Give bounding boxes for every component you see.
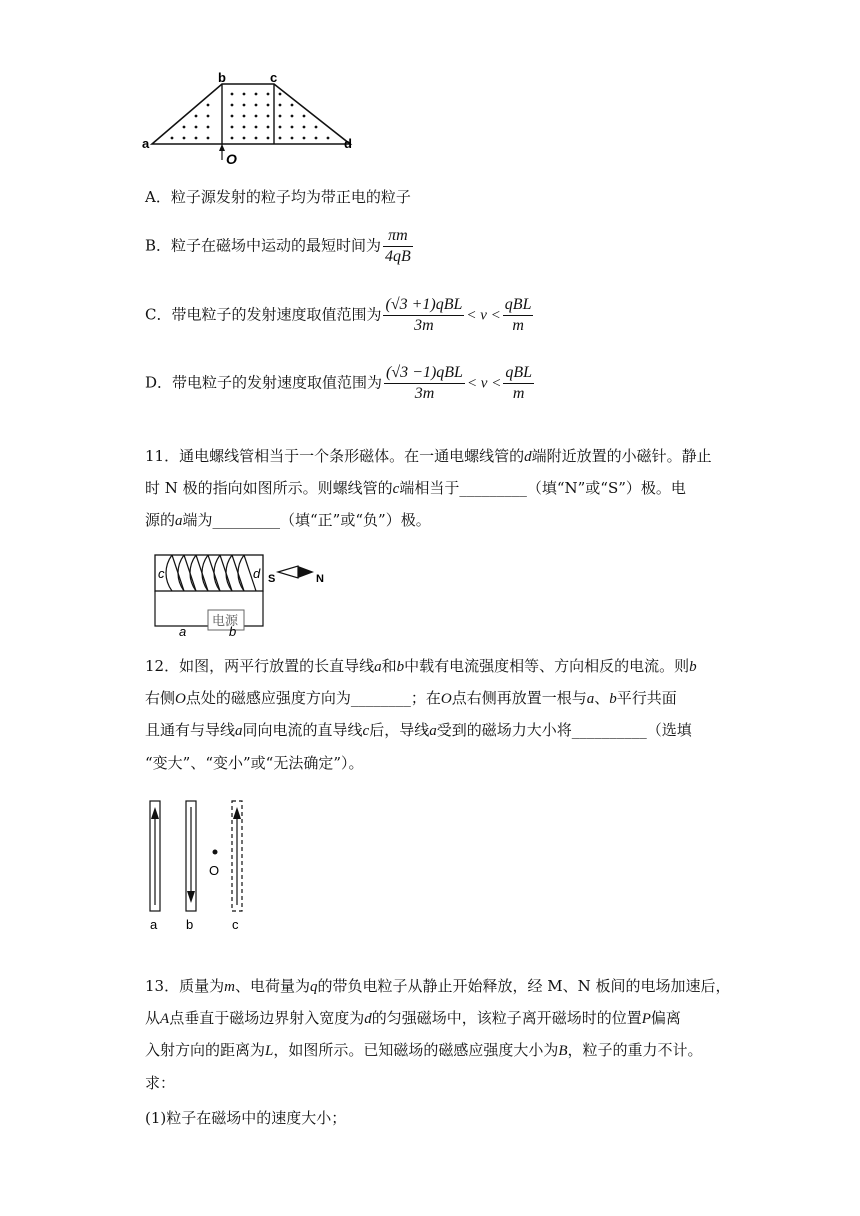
q13-line5: (1)粒子在磁场中的速度大小； xyxy=(145,1109,347,1127)
power-b-label: b xyxy=(229,624,237,639)
q13-line3: 入射方向的距离为L，如图所示。已知磁场的磁感应强度大小为B，粒子的重力不计。 xyxy=(145,1041,703,1059)
option-c: C．带电粒子的发射速度取值范围为 $\frac{\text{(√3 +1)qBL}}{3m}$ < v < $\frac{\text{qBL}}{m}$ xyxy=(145,296,532,334)
field-dot xyxy=(303,126,306,129)
field-dot xyxy=(279,137,282,140)
field-dot xyxy=(279,93,282,96)
field-dot xyxy=(207,126,210,129)
field-dot xyxy=(267,137,270,140)
option-b: B．粒子在磁场中运动的最短时间为 $\frac{\pi m}{4qB}$ xyxy=(145,227,411,265)
label-b: b xyxy=(218,70,226,85)
label-c: c xyxy=(270,70,278,85)
field-dot xyxy=(255,104,258,107)
field-dot xyxy=(231,126,234,129)
wire-a-label: a xyxy=(150,917,158,932)
field-dot xyxy=(195,115,198,118)
field-dot xyxy=(171,137,174,140)
label-d: d xyxy=(344,136,352,151)
field-dot xyxy=(291,126,294,129)
field-dot xyxy=(267,126,270,129)
field-dot xyxy=(315,137,318,140)
field-dot xyxy=(243,115,246,118)
field-dot xyxy=(207,104,210,107)
field-dot xyxy=(231,104,234,107)
option-a: A．粒子源发射的粒子均为带正电的粒子 xyxy=(145,188,411,206)
trapezoid-field-figure xyxy=(140,70,365,170)
field-dot xyxy=(291,115,294,118)
q12-line3: 且通有与导线a同向电流的直导线c后，导线a受到的磁场力大小将__________（选填 xyxy=(145,721,692,739)
solenoid-d-label: d xyxy=(253,566,261,581)
field-dot xyxy=(279,104,282,107)
wire-b-label: b xyxy=(186,917,194,932)
q13-line2: 从A点垂直于磁场边界射入宽度为d的匀强磁场中，该粒子离开磁场时的位置P偏离 xyxy=(145,1009,681,1027)
field-dot xyxy=(195,137,198,140)
field-dot xyxy=(243,137,246,140)
field-dot xyxy=(267,115,270,118)
field-dot xyxy=(231,115,234,118)
field-dot xyxy=(243,93,246,96)
field-dot xyxy=(267,93,270,96)
field-dot xyxy=(243,126,246,129)
option-d: D．带电粒子的发射速度取值范围为 $\frac{\text{(√3 −1)qBL}}{3m}$ < v < $\frac{\text{qBL}}{m}$ xyxy=(145,364,533,402)
power-a-label: a xyxy=(179,624,187,639)
field-dot xyxy=(255,126,258,129)
q13-line1: 13．质量为m、电荷量为q的带负电粒子从静止开始释放，经 M、N 板间的电场加速后， xyxy=(145,977,731,995)
field-dot xyxy=(207,137,210,140)
needle-s-label: S xyxy=(268,573,276,585)
field-dot xyxy=(303,115,306,118)
q12-line1: 12．如图，两平行放置的长直导线a和b中载有电流强度相等、方向相反的电流。则b xyxy=(145,657,697,675)
field-dot xyxy=(327,137,330,140)
field-dot xyxy=(315,126,318,129)
needle-n-label: N xyxy=(316,573,324,585)
q13-line4: 求： xyxy=(145,1074,176,1092)
field-dot xyxy=(255,93,258,96)
power-label: 电源 xyxy=(212,613,239,628)
q12-line2: 右侧O点处的磁感应强度方向为________；在O点右侧再放置一根与a、b平行共面 xyxy=(145,689,677,707)
point-o-label: O xyxy=(209,863,220,878)
label-o: O xyxy=(226,151,237,167)
field-dot xyxy=(255,115,258,118)
field-dot xyxy=(207,115,210,118)
field-dot xyxy=(267,104,270,107)
field-dot xyxy=(183,126,186,129)
label-a: a xyxy=(142,136,150,151)
field-dot xyxy=(243,104,246,107)
field-dot xyxy=(231,137,234,140)
q12-line4: “变大”、“变小”或“无法确定”）。 xyxy=(145,754,364,772)
field-dot xyxy=(279,126,282,129)
field-dot xyxy=(291,104,294,107)
field-dot xyxy=(255,137,258,140)
parallel-wires-figure xyxy=(140,795,260,935)
q11-line1: 11．通电螺线管相当于一个条形磁体。在一通电螺线管的d端附近放置的小磁针。静止 xyxy=(145,447,712,465)
solenoid-figure xyxy=(150,550,330,640)
field-dot xyxy=(183,137,186,140)
field-dot xyxy=(291,137,294,140)
field-dot xyxy=(231,93,234,96)
wire-c-label: c xyxy=(232,917,239,932)
q11-line2: 时 N 极的指向如图所示。则螺线管的c端相当于_________（填“N”或“S”）极。电 xyxy=(145,479,686,497)
field-dot xyxy=(195,126,198,129)
q11-line3: 源的a端为_________（填“正”或“负”）极。 xyxy=(145,511,431,529)
field-dot xyxy=(303,137,306,140)
solenoid-c-label: c xyxy=(158,566,165,581)
field-dot xyxy=(279,115,282,118)
